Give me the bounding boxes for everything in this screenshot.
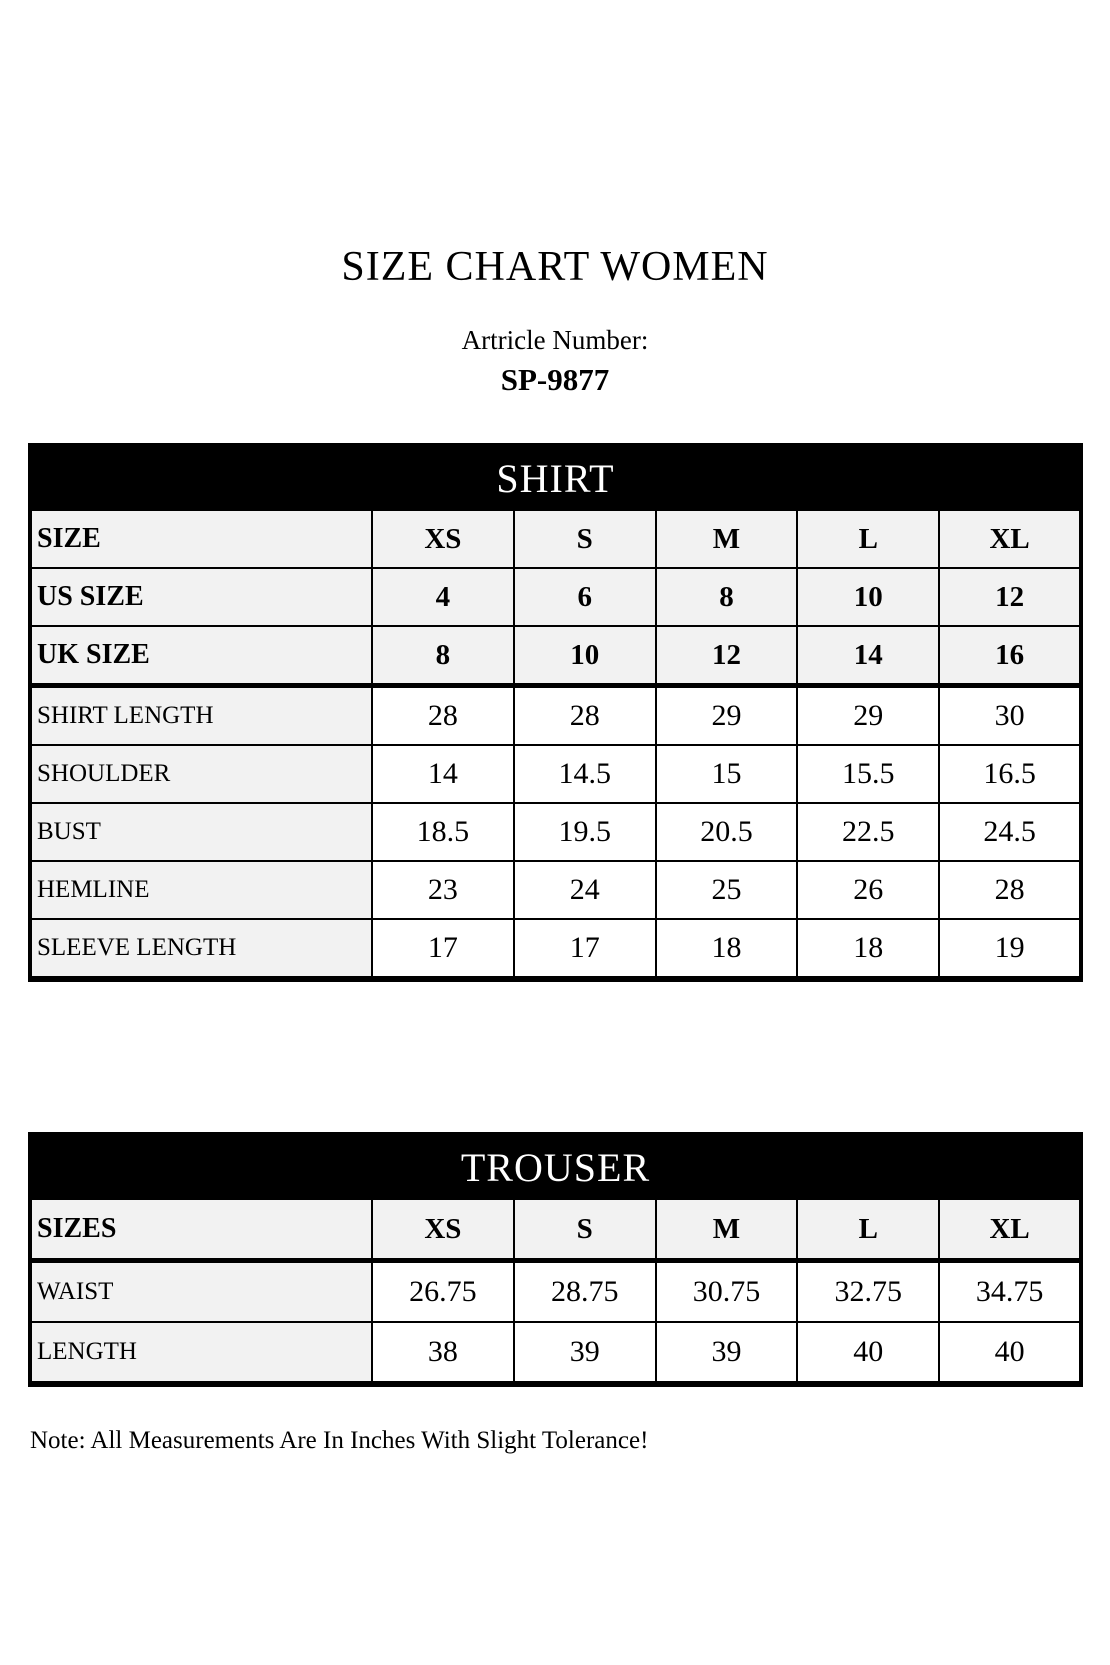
cell-value: 40	[939, 1322, 1081, 1384]
article-number-value: SP-9877	[500, 362, 610, 397]
cell-value: 28	[939, 861, 1081, 919]
row-label: SHOULDER	[30, 745, 372, 803]
cell-value: 39	[656, 1322, 798, 1384]
table-row	[30, 510, 1081, 568]
cell-value: 20.5	[656, 803, 798, 861]
cell-value: L	[797, 510, 939, 568]
table-row	[30, 861, 1081, 919]
cell-value: 25	[656, 861, 798, 919]
cell-value: 26.75	[372, 1261, 514, 1323]
table-row	[30, 568, 1081, 626]
row-label: HEMLINE	[30, 861, 372, 919]
table-row	[30, 745, 1081, 803]
cell-value: 23	[372, 861, 514, 919]
cell-value: 39	[514, 1322, 656, 1384]
row-label: UK SIZE	[30, 626, 372, 686]
cell-value: 40	[797, 1322, 939, 1384]
cell-value: 16	[939, 626, 1081, 686]
cell-value: 26	[797, 861, 939, 919]
cell-value: 17	[372, 919, 514, 979]
shirt-table-header-row	[30, 445, 1081, 510]
cell-value: 19	[939, 919, 1081, 979]
cell-value: 28	[514, 686, 656, 746]
cell-value: 22.5	[797, 803, 939, 861]
row-label: SHIRT LENGTH	[30, 686, 372, 746]
cell-value: 29	[656, 686, 798, 746]
cell-value: 14.5	[514, 745, 656, 803]
cell-value: 16.5	[939, 745, 1081, 803]
table-row	[30, 1261, 1081, 1323]
row-label: SIZES	[30, 1199, 372, 1261]
cell-value: M	[656, 510, 798, 568]
cell-value: 14	[797, 626, 939, 686]
cell-value: S	[514, 510, 656, 568]
cell-value: 15.5	[797, 745, 939, 803]
cell-value: 24	[514, 861, 656, 919]
cell-value: 10	[797, 568, 939, 626]
row-label: SIZE	[30, 510, 372, 568]
cell-value: 18	[656, 919, 798, 979]
cell-value: 4	[372, 568, 514, 626]
trouser-table-title: TROUSER	[30, 1134, 1081, 1199]
row-label: BUST	[30, 803, 372, 861]
shirt-size-table	[28, 443, 1083, 982]
table-row	[30, 1322, 1081, 1384]
table-row	[30, 919, 1081, 979]
cell-value: 8	[372, 626, 514, 686]
cell-value: 10	[514, 626, 656, 686]
cell-value: L	[797, 1199, 939, 1261]
cell-value: 18.5	[372, 803, 514, 861]
cell-value: 12	[656, 626, 798, 686]
cell-value: 15	[656, 745, 798, 803]
cell-value: 19.5	[514, 803, 656, 861]
cell-value: XS	[372, 510, 514, 568]
trouser-size-table	[28, 1132, 1083, 1387]
cell-value: 18	[797, 919, 939, 979]
row-label: SLEEVE LENGTH	[30, 919, 372, 979]
table-row	[30, 803, 1081, 861]
cell-value: 28	[372, 686, 514, 746]
row-label: WAIST	[30, 1261, 372, 1323]
page-title: SIZE CHART WOMEN	[341, 244, 769, 290]
cell-value: 34.75	[939, 1261, 1081, 1323]
cell-value: 12	[939, 568, 1081, 626]
cell-value: 30.75	[656, 1261, 798, 1323]
cell-value: 17	[514, 919, 656, 979]
cell-value: XL	[939, 1199, 1081, 1261]
shirt-table-title: SHIRT	[30, 445, 1081, 510]
cell-value: 28.75	[514, 1261, 656, 1323]
table-row	[30, 686, 1081, 746]
cell-value: 29	[797, 686, 939, 746]
table-row	[30, 1199, 1081, 1261]
cell-value: M	[656, 1199, 798, 1261]
cell-value: 6	[514, 568, 656, 626]
article-number-label: Artricle Number:	[461, 325, 649, 355]
cell-value: XS	[372, 1199, 514, 1261]
row-label: US SIZE	[30, 568, 372, 626]
cell-value: S	[514, 1199, 656, 1261]
cell-value: 38	[372, 1322, 514, 1384]
trouser-table-header-row	[30, 1134, 1081, 1199]
cell-value: 32.75	[797, 1261, 939, 1323]
cell-value: 24.5	[939, 803, 1081, 861]
cell-value: 30	[939, 686, 1081, 746]
measurements-note: Note: All Measurements Are In Inches With Slight Tolerance!	[30, 1427, 649, 1454]
table-row	[30, 626, 1081, 686]
cell-value: 8	[656, 568, 798, 626]
cell-value: 14	[372, 745, 514, 803]
cell-value: XL	[939, 510, 1081, 568]
row-label: LENGTH	[30, 1322, 372, 1384]
